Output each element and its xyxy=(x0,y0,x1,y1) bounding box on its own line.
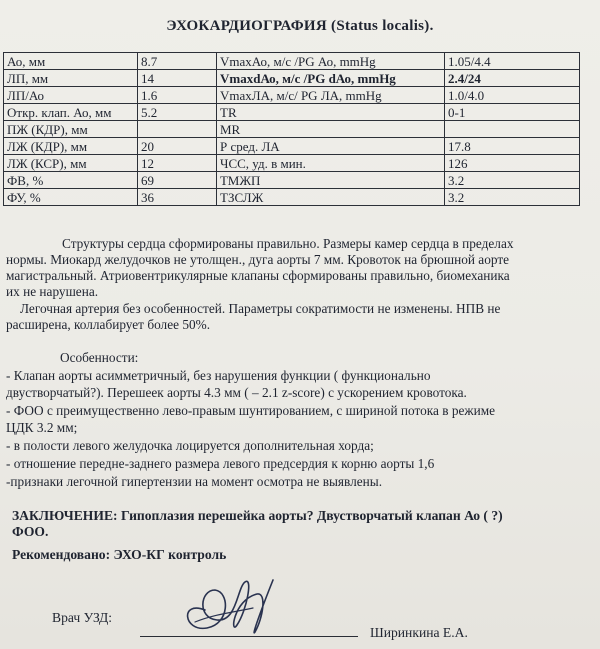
feature-line: - в полости левого желудочка лоцируется дополнительная хорда; xyxy=(6,438,374,453)
parameter-value: 14 xyxy=(138,70,217,87)
parameter-label: ЧСС, уд. в мин. xyxy=(217,155,445,172)
parameter-value xyxy=(138,121,217,138)
parameter-value: 8.7 xyxy=(138,53,217,70)
body-text-line: Легочная артерия без особенностей. Параметры сократимости не изменены. НПВ не xyxy=(20,301,501,316)
parameter-value: 1.0/4.0 xyxy=(445,87,580,104)
parameter-label: Ао, мм xyxy=(4,53,138,70)
feature-line: - Клапан аорты асимметричный, без нарушения функции ( функционально xyxy=(6,368,431,383)
parameter-label: VmaxЛА, м/с/ PG ЛА, mmHg xyxy=(217,87,445,104)
body-text-line: магистральный. Атриовентрикулярные клапаны сформированы правильно, биомеханика xyxy=(6,268,510,283)
doctor-name: Ширинкина Е.А. xyxy=(370,625,468,640)
parameter-value: 0-1 xyxy=(445,104,580,121)
parameter-label: ЛЖ (КДР), мм xyxy=(4,138,138,155)
parameter-value: 1.05/4.4 xyxy=(445,53,580,70)
body-text-line: Структуры сердца сформированы правильно. Размеры камер сердца в пределах xyxy=(62,236,514,251)
parameter-value: 20 xyxy=(138,138,217,155)
feature-line: двустворчатый?). Перешеек аорты 4.3 мм ( – 2.1 z-score) с ускорением кровотока. xyxy=(6,385,467,400)
parameter-value: 1.6 xyxy=(138,87,217,104)
parameter-value: 3.2 xyxy=(445,172,580,189)
table-row xyxy=(4,53,580,70)
parameter-value: 36 xyxy=(138,189,217,206)
body-text-line: нормы. Миокард желудочков не утолщен., дуга аорты 7 мм. Кровоток на брюшной аорте xyxy=(6,252,510,267)
parameter-label: VmaxdАо, м/с /PG dАо, mmHg xyxy=(217,70,445,87)
feature-line: - отношение передне-заднего размера левого предсердия к корню аорты 1,6 xyxy=(6,456,435,471)
parameter-label: ТЗСЛЖ xyxy=(217,189,445,206)
parameter-label: ЛП/Ао xyxy=(4,87,138,104)
echo-parameters-table xyxy=(3,52,580,206)
parameter-label: TR xyxy=(217,104,445,121)
doctor-label: Врач УЗД: xyxy=(52,610,113,625)
parameter-label: ТМЖП xyxy=(217,172,445,189)
handwritten-signature xyxy=(175,570,285,640)
parameter-value: 12 xyxy=(138,155,217,172)
table-row xyxy=(4,87,580,104)
parameter-label: MR xyxy=(217,121,445,138)
parameter-value: 5.2 xyxy=(138,104,217,121)
parameter-label: Откр. клап. Ао, мм xyxy=(4,104,138,121)
parameter-label: VmaxАо, м/с /PG Ао, mmHg xyxy=(217,53,445,70)
parameter-value: 69 xyxy=(138,172,217,189)
feature-line: -признаки легочной гипертензии на момент осмотра не выявлены. xyxy=(6,474,383,489)
table-row xyxy=(4,155,580,172)
parameter-value: 3.2 xyxy=(445,189,580,206)
conclusion-line: ЗАКЛЮЧЕНИЕ: Гипоплазия перешейка аорты? Двустворчатый клапан Ао ( ?) xyxy=(12,508,503,523)
parameter-label: ПЖ (КДР), мм xyxy=(4,121,138,138)
features-heading: Особенности: xyxy=(60,350,139,365)
feature-line: ЦДК 3.2 мм; xyxy=(6,420,78,435)
body-text-line: их не нарушена. xyxy=(6,284,99,299)
table-row xyxy=(4,189,580,206)
table-row xyxy=(4,121,580,138)
table-row xyxy=(4,138,580,155)
report-title: ЭХОКАРДИОГРАФИЯ (Status localis). xyxy=(166,18,434,34)
parameter-value xyxy=(445,121,580,138)
parameter-value: 2.4/24 xyxy=(445,70,580,87)
parameter-label: ЛП, мм xyxy=(4,70,138,87)
parameter-value: 17.8 xyxy=(445,138,580,155)
parameter-label: ЛЖ (КСР), мм xyxy=(4,155,138,172)
recommendation: Рекомендовано: ЭХО-КГ контроль xyxy=(12,547,227,562)
table-row xyxy=(4,104,580,121)
parameter-label: Р сред. ЛА xyxy=(217,138,445,155)
parameter-value: 126 xyxy=(445,155,580,172)
table-row xyxy=(4,172,580,189)
table-row xyxy=(4,70,580,87)
parameter-label: ФВ, % xyxy=(4,172,138,189)
feature-line: - ФОО с преимущественно лево-правым шунтированием, с шириной потока в режиме xyxy=(6,403,496,418)
conclusion-line: ФОО. xyxy=(12,524,49,539)
parameter-label: ФУ, % xyxy=(4,189,138,206)
body-text-line: расширена, коллабирует более 50%. xyxy=(6,317,211,332)
